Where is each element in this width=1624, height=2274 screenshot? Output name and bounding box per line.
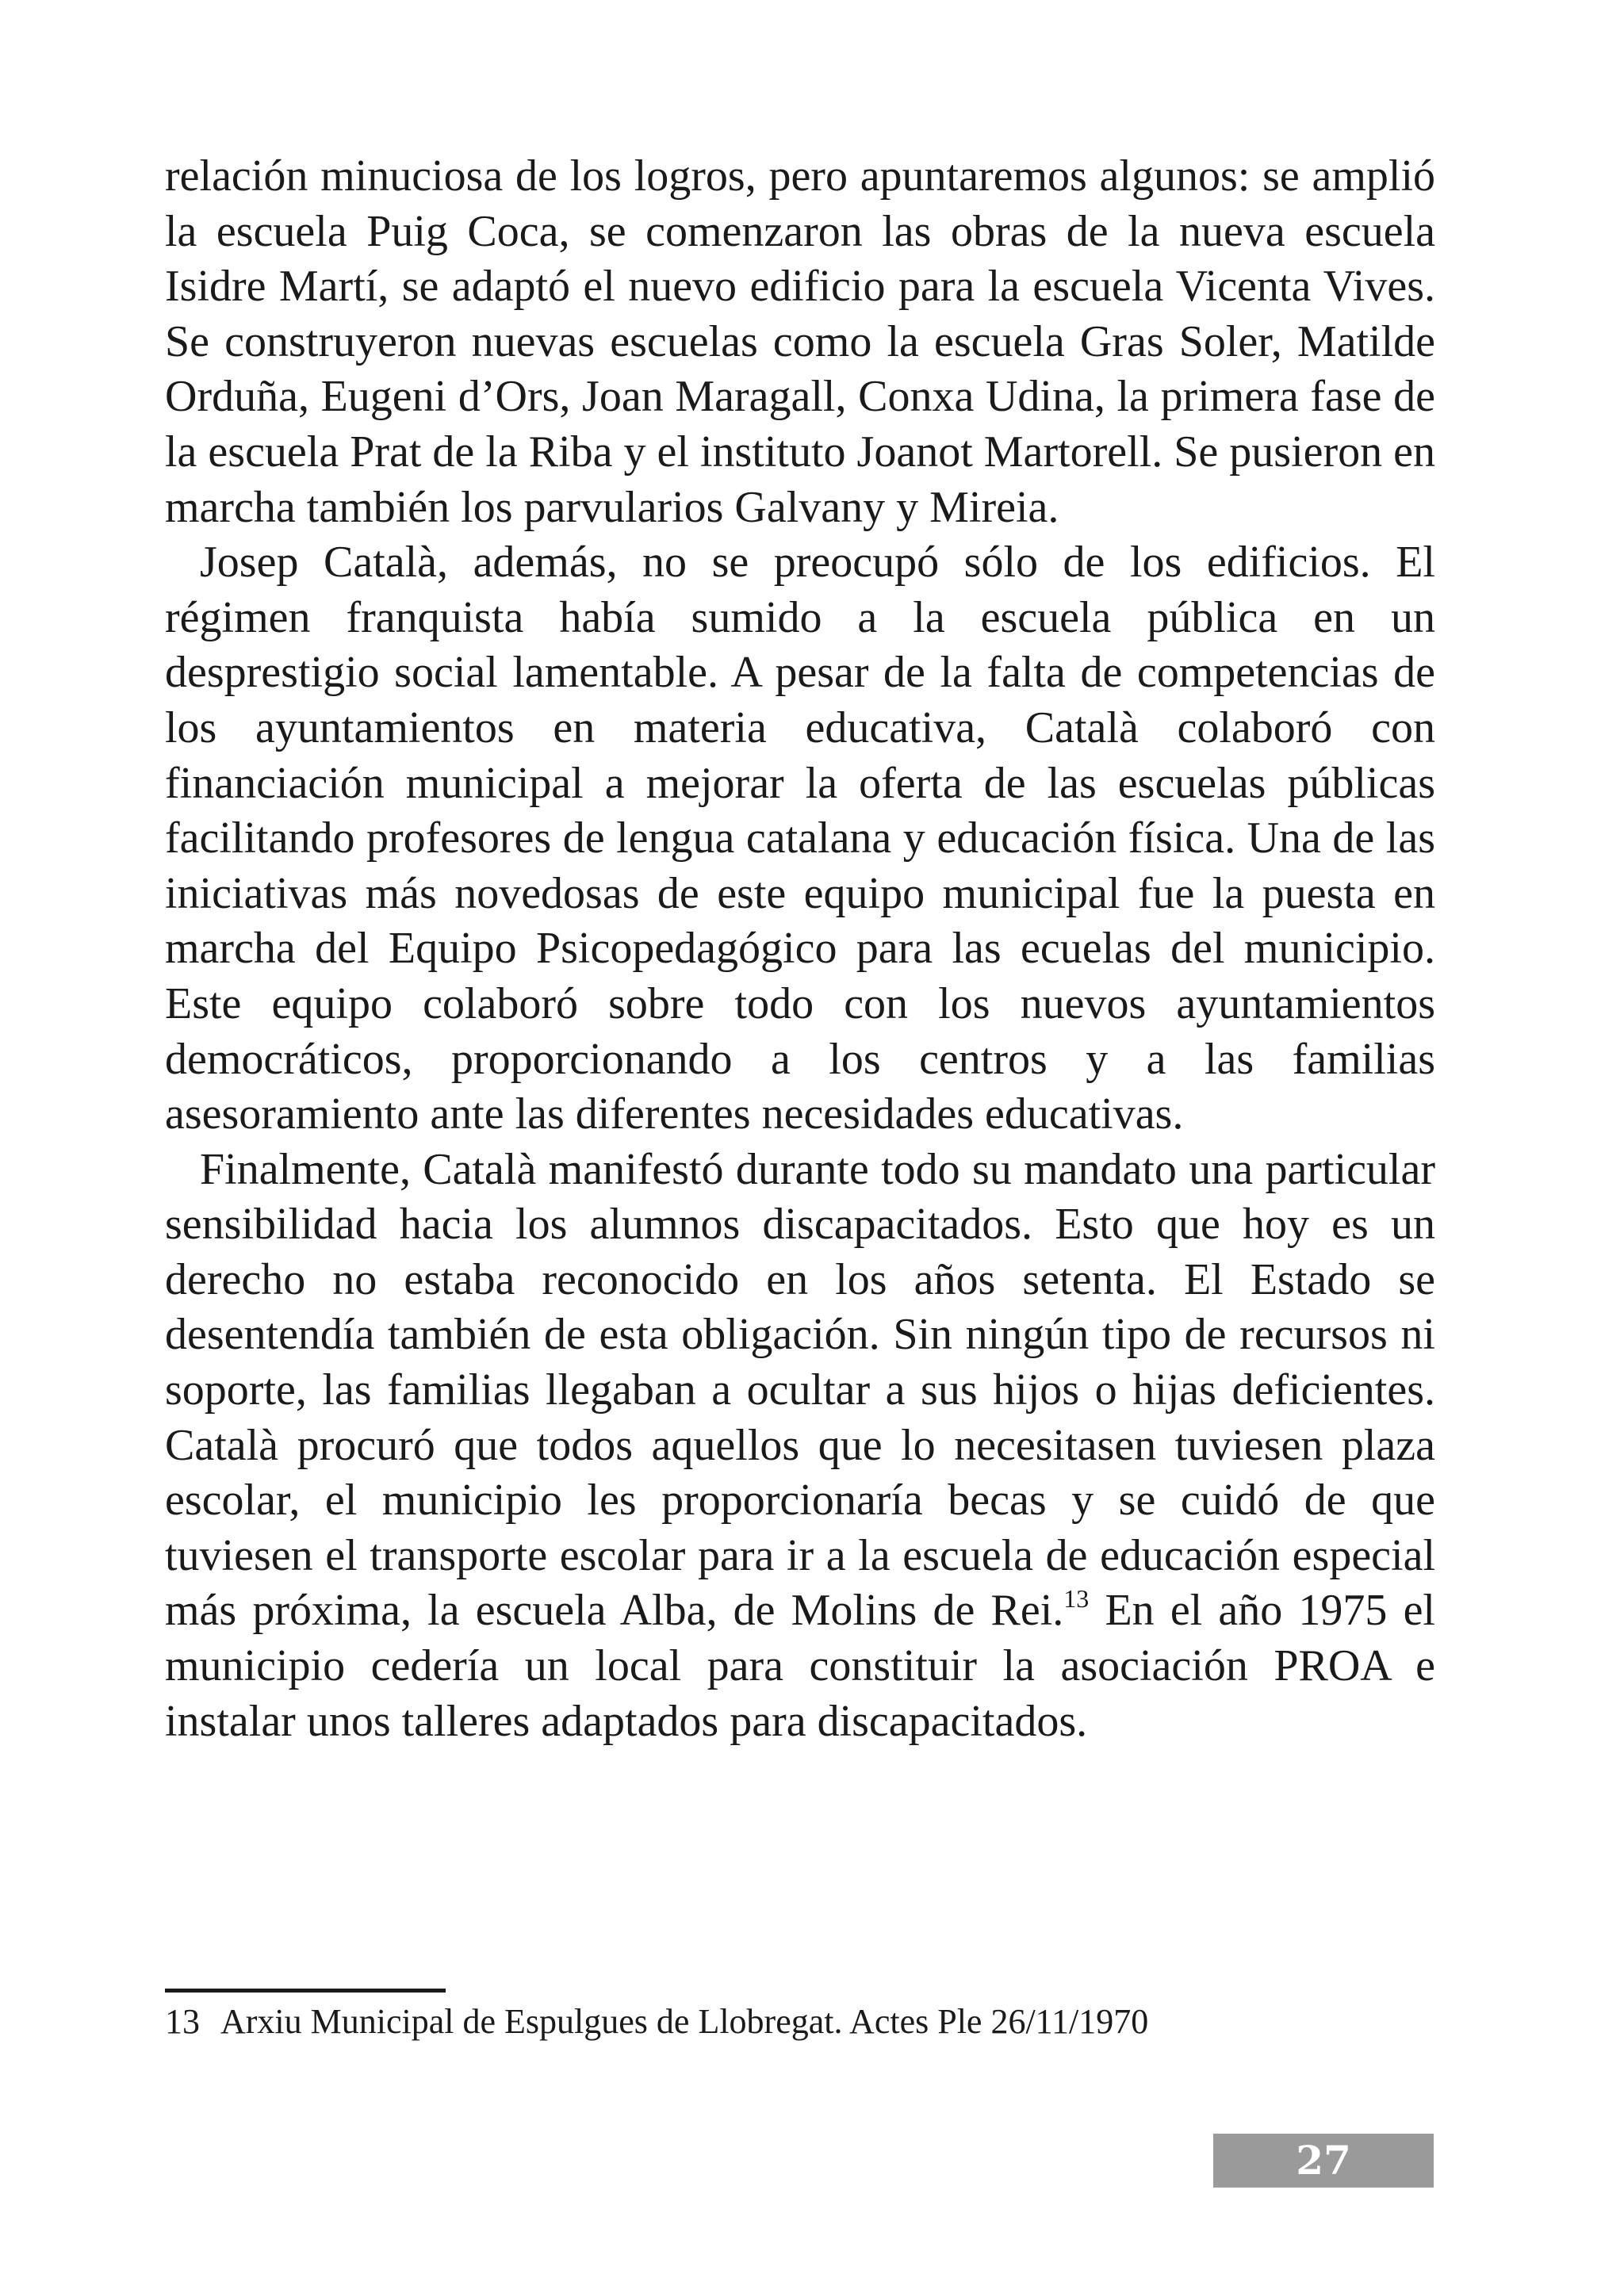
- paragraph-3-tail: En el año 1975 el municipio cedería un local para constituir la asociación PROA e instalar unos talleres adaptados para discapacitados.: [165, 1586, 1435, 1746]
- footnote-number: 13: [165, 2002, 200, 2041]
- paragraph-1: relación minuciosa de los logros, pero apuntaremos algunos: se amplió la escuela Puig Coca, se comenzaron las obras de la nueva escuela Isidre Martí, se adaptó el nuevo edificio para la escuela Vicenta Vives. Se construyeron nuevas escuelas como la escuela Gras Soler, Matilde Orduña, Eugeni d’Ors, Joan Maragall, Conxa Udina, la primera fase de la escuela Prat de la Riba y el instituto Joanot Martorell. Se pusieron en marcha también los parvularios Galvany y Mireia.: [165, 151, 1435, 532]
- body-text: [165, 149, 1435, 1749]
- page-number-box: [1213, 2134, 1434, 2188]
- footnote: [165, 2000, 1435, 2044]
- footnote-text: Arxiu Municipal de Espulgues de Llobregat. Actes Ple 26/11/1970: [220, 2002, 1149, 2041]
- footnote-reference[interactable]: 13: [1063, 1584, 1090, 1614]
- footnote-separator: [165, 1989, 446, 1993]
- paragraph-2: Josep Català, además, no se preocupó sólo de los edificios. El régimen franquista había sumido a la escuela pública en un desprestigio social lamentable. A pesar de la falta de competencias de los ayuntamientos en materia educativa, Català colaboró con financiación municipal a mejorar la oferta de las escuelas públicas facilitando profesores de lengua catalana y educación física. Una de las iniciativas más novedosas de este equipo municipal fue la puesta en marcha del Equipo Psicopedagógico para las ecuelas del municipio. Este equipo colaboró sobre todo con los nuevos ayuntamientos democráticos, proporcionando a los centros y a las familias asesoramiento ante las diferentes necesidades educativas.: [165, 538, 1435, 1139]
- paragraph-3-text: Finalmente, Català manifestó durante todo su mandato una particular sensibilidad hacia los alumnos discapacitados. Esto que hoy es un derecho no estaba reconocido en los años setenta. El Estado se desentendía también de esta obligación. Sin ningún tipo de recursos ni soporte, las familias llegaban a ocultar a sus hijos o hijas deficientes. Català procuró que todos aquellos que lo necesitasen tuviesen plaza escolar, el municipio les proporcionaría becas y se cuidó de que tuviesen el transporte escolar para ir a la escuela de educación especial más próxima, la escuela Alba, de Molins de Rei.: [165, 1144, 1435, 1636]
- paragraph-3: [165, 1143, 1435, 1750]
- page-number: 27: [1296, 2137, 1351, 2184]
